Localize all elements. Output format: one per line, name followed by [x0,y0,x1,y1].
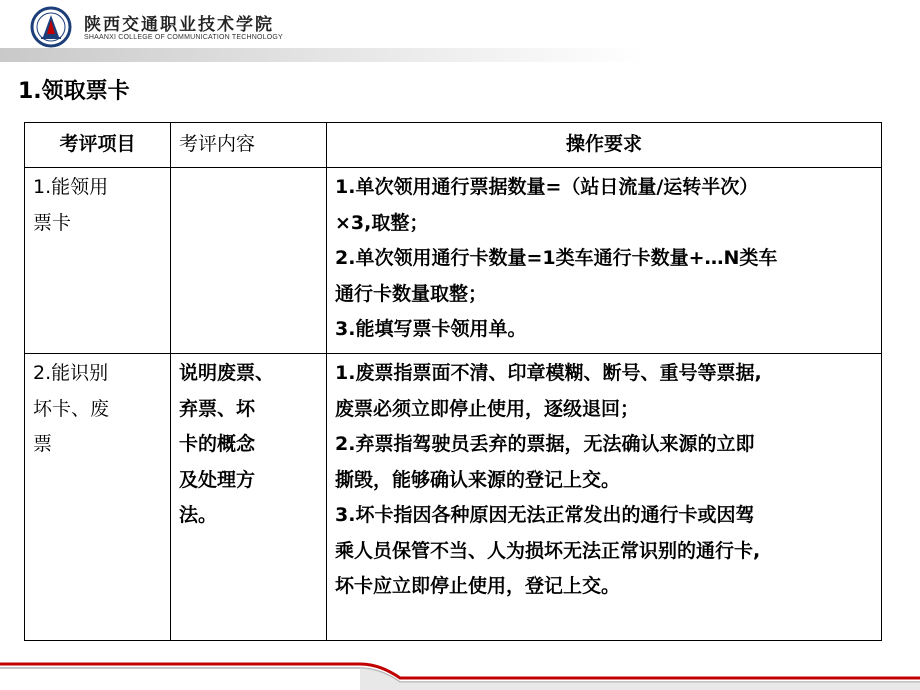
row1-req-line: 1.单次领用通行票据数量=（站日流量/运转半次） [335,176,759,198]
table-header-row [25,123,882,168]
row2-item-line: 2.能识别 [33,362,109,384]
row1-item-cell [25,168,171,354]
school-name-en: SHAANXI COLLEGE OF COMMUNICATION TECHNOLOGY [84,34,283,41]
row1-req-line: ×3,取整； [335,211,429,234]
row2-content-line: 卡的概念 [179,433,256,455]
row1-req-line: 3.能填写票卡领用单。 [335,318,527,340]
row2-req-line: 乘人员保管不当、人为损坏无法正常识别的通行卡, [335,539,761,562]
school-name-cn: 陕西交通职业技术学院 [84,15,274,35]
row2-req-line: 2.弃票指驾驶员丢弃的票据，无法确认来源的立即 [335,433,755,455]
section-title: 1.领取票卡 [18,79,130,104]
row1-content-cell [171,168,327,354]
row2-content-line: 法。 [179,504,218,526]
header-cell-requirements: 操作要求 [327,123,882,168]
row1-item-line: 票卡 [33,211,72,234]
row2-item-line: 坏卡、废 [33,397,110,420]
table-row [25,354,882,641]
row2-content-line: 说明废票、 [179,362,275,384]
header-cell-item: 考评项目 [25,123,171,168]
row2-requirements-cell [327,354,882,641]
table-row [25,168,882,354]
row2-req-line: 1.废票指票面不清、印章模糊、断号、重号等票据, [335,362,762,384]
row2-content-cell [171,354,327,641]
row2-content-line: 弃票、坏 [179,397,256,420]
header-cell-content: 考评内容 [171,123,327,168]
row2-req-line: 坏卡应立即停止使用，登记上交。 [335,575,621,597]
row2-item-cell [25,354,171,641]
row2-req-line: 废票必须立即停止使用，逐级退回； [335,397,640,420]
row1-requirements-cell [327,168,882,354]
header-gradient-bar [0,48,920,62]
row2-content-line: 及处理方 [179,468,256,491]
row2-item-line: 票 [33,433,53,455]
row2-req-line: 3.坏卡指因各种原因无法正常发出的通行卡或因驾 [335,504,755,526]
row1-req-line: 2.单次领用通行卡数量=1类车通行卡数量+…N类车 [335,247,778,269]
requirements-table [24,122,882,641]
school-logo-icon [30,6,72,48]
slide-header [0,0,920,60]
footer-decoration [0,652,920,690]
row2-req-line: 撕毁，能够确认来源的登记上交。 [335,468,621,491]
row1-item-line: 1.能领用 [33,176,109,198]
row1-req-line: 通行卡数量取整； [335,282,488,305]
